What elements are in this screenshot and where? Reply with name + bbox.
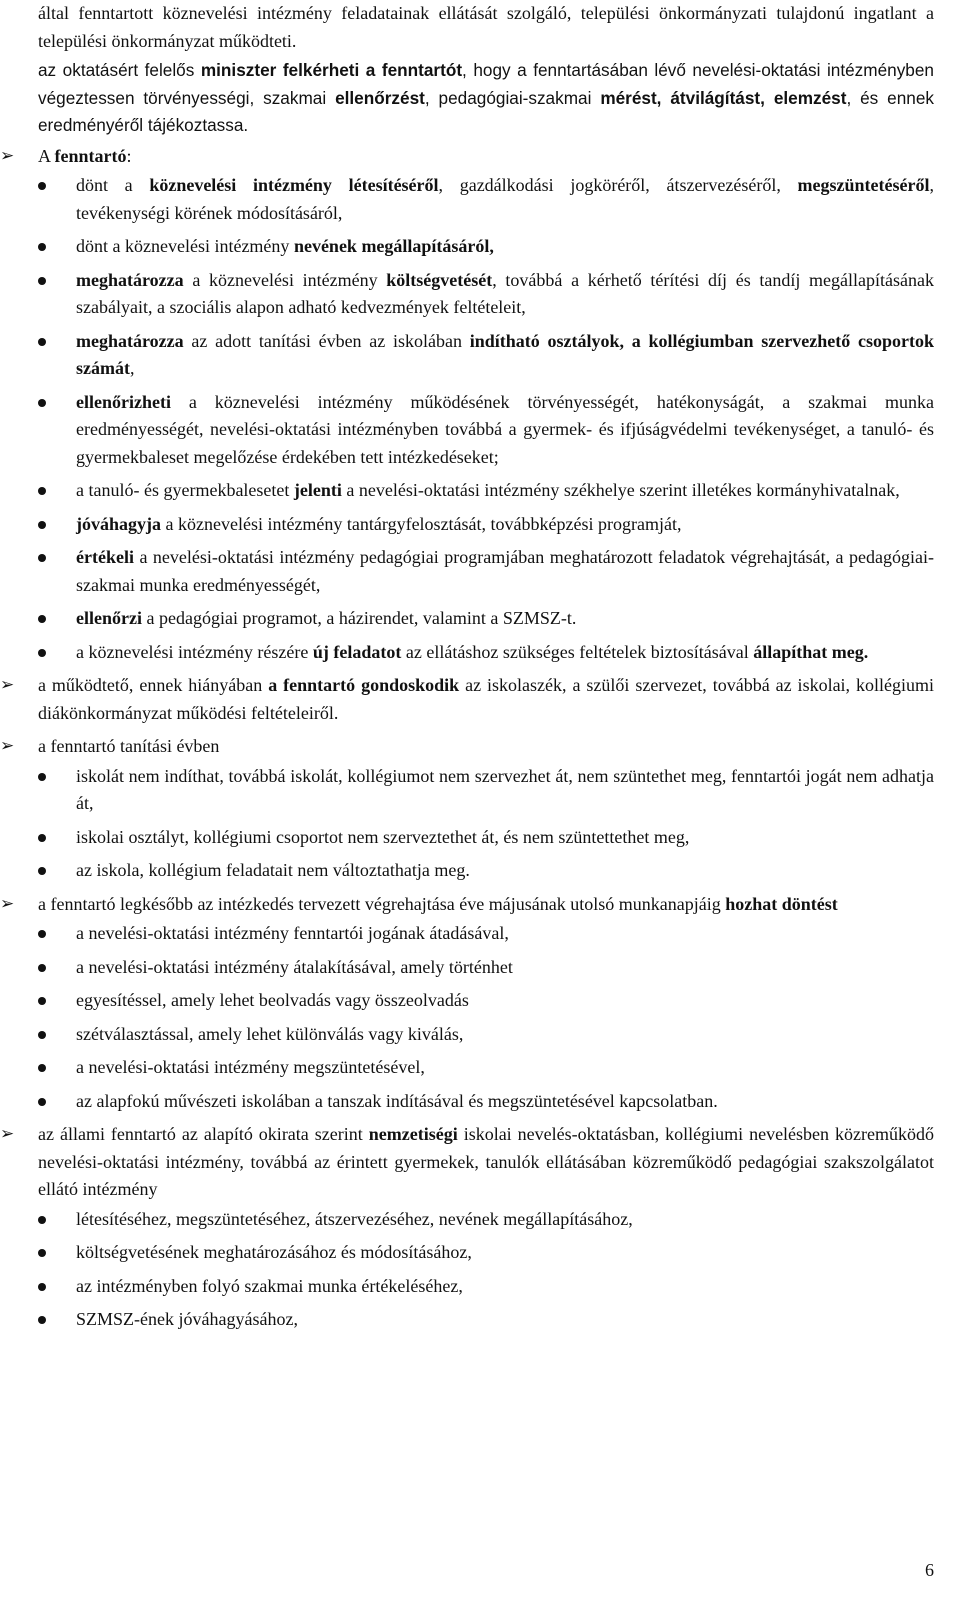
bullet-dot-icon xyxy=(38,1064,46,1072)
text-run: a pedagógiai programot, a házirendet, valamint a SZMSZ-t. xyxy=(141,608,577,628)
text-run: az állami fenntartó az alapító okirata szerint xyxy=(38,1124,369,1144)
text-run: az ellátáshoz szükséges feltételek biztosításával xyxy=(401,641,754,662)
intro-text: által fenntartott köznevelési intézmény feladatainak ellátását szolgáló, települési önkormányzati tulajdonú ingatlant a települési önkormányzat működteti. xyxy=(38,3,934,51)
list-item xyxy=(76,824,934,852)
section-heading xyxy=(38,143,934,171)
section-nemzetisegi xyxy=(0,1121,934,1204)
arrow-bullet-icon: ➢ xyxy=(0,736,15,756)
section-heading xyxy=(38,1121,934,1204)
list-item xyxy=(76,763,934,818)
arrow-bullet-icon: ➢ xyxy=(0,893,15,914)
bullet-dot-icon xyxy=(38,1098,46,1106)
bold-run: köznevelési intézmény létesítéséről xyxy=(149,175,439,195)
bold-run: költségvetését xyxy=(386,269,493,290)
bold-run: megszüntetéséről xyxy=(797,175,930,195)
nemzetisegi-list xyxy=(38,1206,934,1334)
section-heading xyxy=(38,891,934,919)
text-run: : xyxy=(126,145,132,166)
bullet-dot-icon xyxy=(38,649,46,657)
section-tanitasi-ev xyxy=(0,733,934,761)
text-run: a köznevelési intézmény tantárgyfelosztását, továbbképzési programját, xyxy=(161,513,682,534)
text-run: , továbbá a kérhető térítési díj és tandíj megállapításának szabályait, a szociális alapon adható kedvezmények feltételeit, xyxy=(76,269,934,317)
text-run: A xyxy=(38,145,55,166)
text-run: a tanuló- és gyermekbalesetet xyxy=(76,480,294,500)
bold-run: nemzetiségi xyxy=(368,1124,458,1144)
text-run: a nevelési-oktatási intézmény átalakításával, amely történhet xyxy=(76,956,513,977)
text-run: dönt a xyxy=(76,175,150,195)
arrow-bullet-icon: ➢ xyxy=(0,145,15,166)
bullet-dot-icon xyxy=(38,867,46,875)
text-run: költségvetésének meghatározásához és módosításához, xyxy=(76,1242,472,1262)
list-item xyxy=(76,544,934,599)
bold-run: új feladatot xyxy=(312,641,402,662)
bullet-dot-icon xyxy=(38,338,46,346)
text-run: a nevelési-oktatási intézmény pedagógiai programjában meghatározott feladatok végrehajtását, a pedagógiai-szakmai munka eredményességét, xyxy=(76,547,934,595)
list-item xyxy=(76,233,934,261)
text-run: a köznevelési intézmény működésének törvényességét, hatékonyságát, a szakmai munka eredményességét, nevelési-oktatási intézményben továbbá a gyermek- és ifjúságvédelmi tevékenységet, a tanuló- és gyermekbaleset megelőzése érdekében tett intézkedéseket; xyxy=(76,391,934,467)
text-run: az oktatásért felelős xyxy=(38,60,201,80)
page-number: 6 xyxy=(925,1560,934,1580)
text-run: a köznevelési intézmény xyxy=(183,269,387,290)
list-item xyxy=(76,1239,934,1267)
text-run: az adott tanítási évben az iskolában xyxy=(183,330,470,351)
bold-run: nevének megállapításáról, xyxy=(293,236,494,256)
bullet-dot-icon xyxy=(38,521,46,529)
bullet-dot-icon xyxy=(38,964,46,972)
text-run: egyesítéssel, amely lehet beolvadás vagy összeolvadás xyxy=(76,990,469,1010)
text-run: a köznevelési intézmény részére xyxy=(76,641,313,662)
bullet-dot-icon xyxy=(38,1249,46,1257)
bullet-dot-icon xyxy=(38,1283,46,1291)
text-run: SZMSZ-ének jóváhagyásához, xyxy=(76,1309,298,1329)
bullet-dot-icon xyxy=(38,997,46,1005)
bullet-dot-icon xyxy=(38,615,46,623)
text-run: az alapfokú művészeti iskolában a tanszak indításával és megszüntetésével kapcsolatban. xyxy=(76,1090,718,1111)
text-run: iskolát nem indíthat, továbbá iskolát, kollégiumot nem szervezhet át, nem szüntethet meg, fenntartói jogát nem adhatja át, xyxy=(76,765,934,813)
text-run: az intézményben folyó szakmai munka értékeléséhez, xyxy=(76,1275,463,1296)
bold-run: miniszter felkérheti a fenntartót xyxy=(200,60,463,80)
dontes-list xyxy=(38,920,934,1115)
arrow-bullet-icon: ➢ xyxy=(0,675,15,695)
text-run: az iskola, kollégium feladatait nem változtathatja meg. xyxy=(76,860,470,880)
text-run: , tevékenységi körének módosításáról, xyxy=(76,175,934,223)
bullet-dot-icon xyxy=(38,1316,46,1324)
list-item xyxy=(76,172,934,227)
section-mukodteto xyxy=(0,672,934,727)
text-run: a nevelési-oktatási intézmény megszüntetésével, xyxy=(76,1057,425,1077)
list-item xyxy=(76,1021,934,1049)
list-item xyxy=(76,389,934,472)
bullet-dot-icon xyxy=(38,277,46,285)
bold-run: hozhat döntést xyxy=(725,893,838,914)
text-run: , gazdálkodási jogköréről, átszervezéséről, xyxy=(438,175,798,195)
text-run: a működtető, ennek hiányában xyxy=(38,675,269,695)
bold-run: fenntartó xyxy=(54,145,127,166)
bold-run: jelenti xyxy=(293,480,342,500)
bold-run: a fenntartó gondoskodik xyxy=(268,675,460,695)
bullet-dot-icon xyxy=(38,773,46,781)
list-item xyxy=(76,1273,934,1301)
text-run: az iskolaszék, a szülői szervezet, továbbá az iskolai, kollégiumi diákönkormányzat működési feltételeiről. xyxy=(38,675,934,723)
fenntarto-list xyxy=(38,172,934,666)
arrow-bullet-icon: ➢ xyxy=(0,1124,15,1144)
list-item xyxy=(76,1088,934,1116)
list-item xyxy=(76,605,934,633)
text-run: létesítéséhez, megszüntetéséhez, átszervezéséhez, nevének megállapításához, xyxy=(76,1208,633,1229)
list-item xyxy=(76,920,934,948)
text-run: a nevelési-oktatási intézmény székhelye szerint illetékes kormányhivatalnak, xyxy=(341,480,900,500)
intro-paragraph xyxy=(38,0,934,55)
minister-paragraph xyxy=(38,57,934,140)
list-item xyxy=(76,639,934,667)
text-run: , xyxy=(129,358,135,378)
bullet-dot-icon xyxy=(38,399,46,407)
list-item xyxy=(76,954,934,982)
text-run: , pedagógiai-szakmai xyxy=(424,87,601,108)
text-run: , és ennek eredményéről tájékoztassa. xyxy=(38,87,934,135)
bullet-dot-icon xyxy=(38,554,46,562)
bold-run: állapíthat meg. xyxy=(753,641,869,662)
list-item xyxy=(76,987,934,1015)
text-run: , hogy a fenntartásában lévő nevelési-oktatási intézményben végeztessen törvényességi, szakmai xyxy=(38,60,934,108)
bold-run: mérést, átvilágítást, elemzést xyxy=(600,87,847,108)
section-paragraph xyxy=(38,672,934,727)
bullet-dot-icon xyxy=(38,834,46,842)
text-run: a nevelési-oktatási intézmény fenntartói jogának átadásával, xyxy=(76,923,509,943)
bold-run: ellenőrzést xyxy=(335,87,425,108)
bold-run: ellenőrizheti xyxy=(76,391,171,412)
list-item xyxy=(76,1306,934,1334)
bullet-dot-icon xyxy=(38,1216,46,1224)
bold-run: meghatározza xyxy=(76,330,184,351)
bold-run: értékeli xyxy=(76,547,134,567)
bullet-dot-icon xyxy=(38,487,46,495)
list-item xyxy=(76,511,934,539)
text-run: iskolai osztályt, kollégiumi csoportot nem szerveztethet át, és nem szüntettethet meg, xyxy=(76,826,690,847)
section-fenntarto xyxy=(0,143,934,171)
bold-run: ellenőrzi xyxy=(76,608,142,628)
list-item xyxy=(76,477,934,505)
text-run: iskolai nevelés-oktatásban, kollégiumi nevelésben közreműködő nevelési-oktatási intézmény, továbbá az érintett gyermekek, tanulók ellátásában közreműködő pedagógiai szakszolgálatot ellátó intézmény xyxy=(38,1124,934,1199)
tanitasi-ev-list xyxy=(38,763,934,885)
list-item xyxy=(76,267,934,322)
list-item xyxy=(76,1054,934,1082)
text-run: szétválasztással, amely lehet különválás vagy kiválás, xyxy=(76,1023,464,1044)
section-heading: a fenntartó tanítási évben xyxy=(38,736,220,756)
section-dontes xyxy=(0,891,934,919)
list-item xyxy=(76,857,934,885)
bullet-dot-icon xyxy=(38,182,46,190)
text-run: a fenntartó legkésőbb az intézkedés tervezett végrehajtása éve májusának utolsó munkanapjáig xyxy=(38,893,726,914)
bold-run: indítható osztályok, a kollégiumban szervezhető csoportok számát xyxy=(76,330,934,378)
bold-run: jóváhagyja xyxy=(76,513,161,534)
bullet-dot-icon xyxy=(38,1031,46,1039)
bullet-dot-icon xyxy=(38,930,46,938)
list-item xyxy=(76,1206,934,1234)
bullet-dot-icon xyxy=(38,243,46,251)
bold-run: meghatározza xyxy=(76,269,184,290)
text-run: dönt a köznevelési intézmény xyxy=(76,236,294,256)
list-item xyxy=(76,328,934,383)
